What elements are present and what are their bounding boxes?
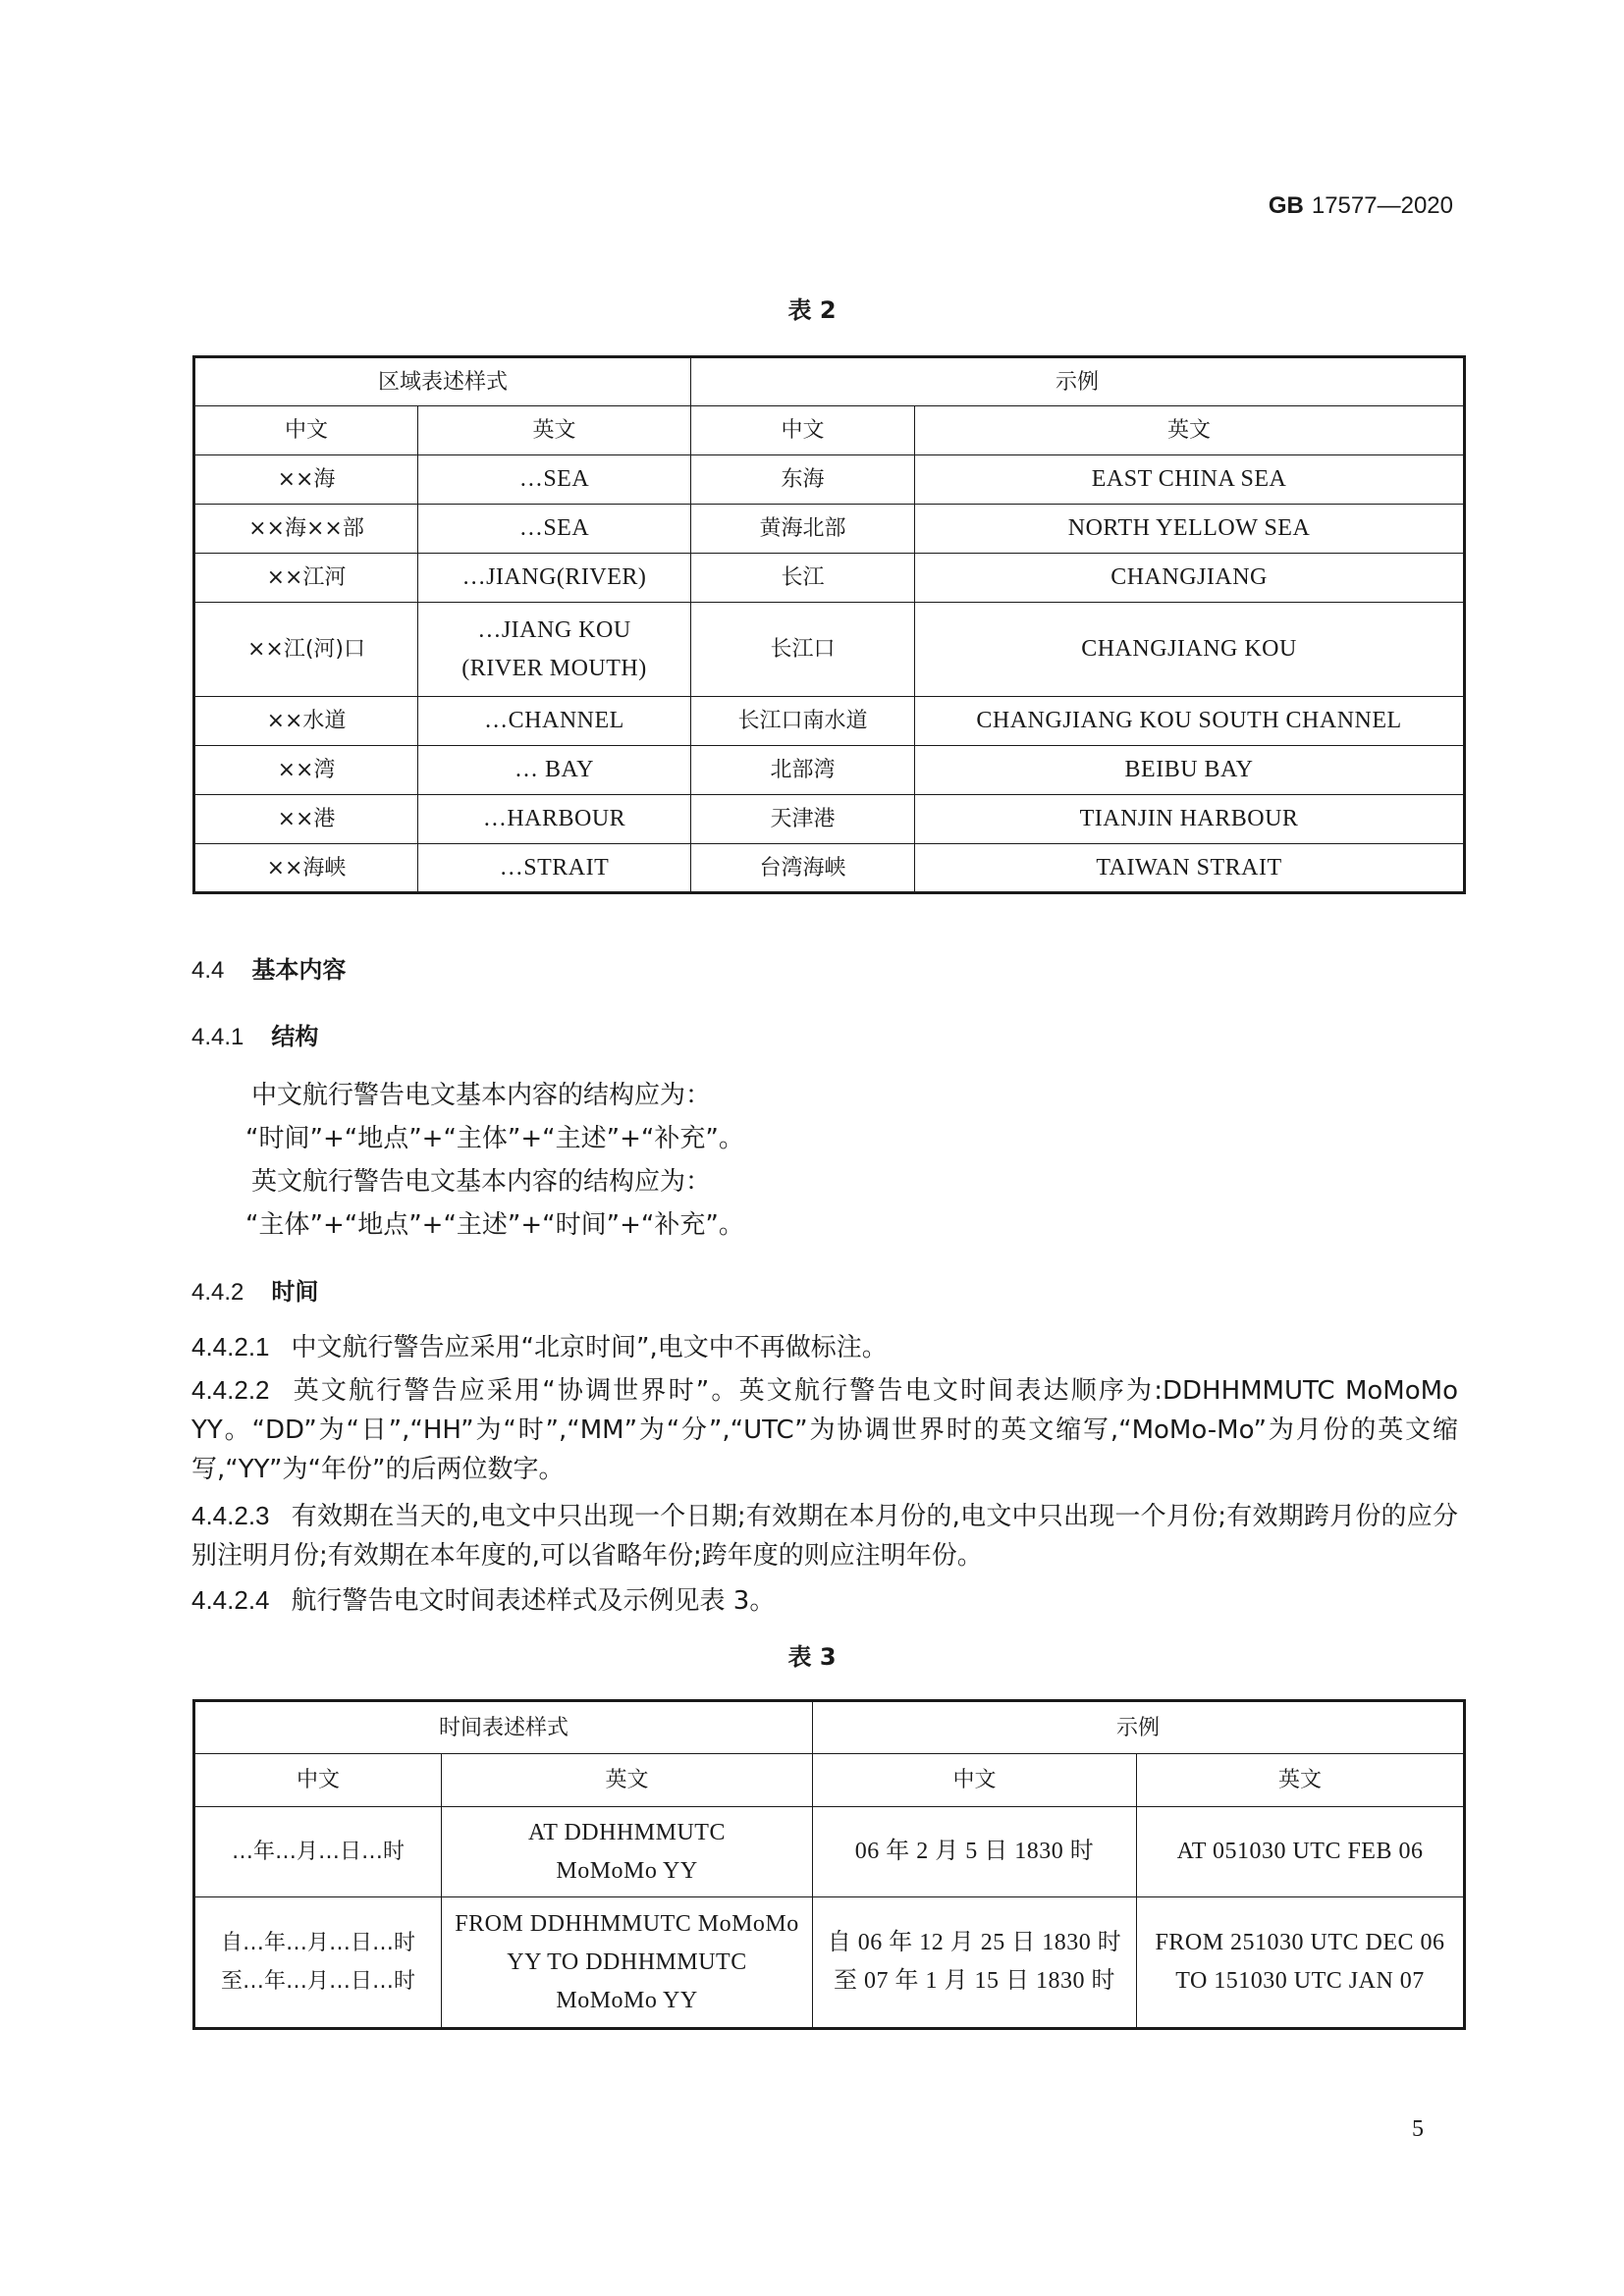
table-cell: 天津港 (691, 795, 915, 844)
table-row (194, 603, 1465, 697)
table-3 (192, 1699, 1466, 2030)
table-2-sub-header: 中文 (194, 406, 418, 455)
table-cell: NORTH YELLOW SEA (915, 505, 1465, 554)
structure-line: “主体”+“地点”+“主述”+“时间”+“补充”。 (245, 1210, 744, 1240)
table-cell: BEIBU BAY (915, 746, 1465, 795)
table-3-title: 表 3 (787, 1643, 837, 1671)
table-cell: …JIANG(RIVER) (418, 554, 691, 603)
table-cell: 台湾海峡 (691, 844, 915, 893)
table-cell: EAST CHINA SEA (915, 455, 1465, 505)
table-cell: FROM 251030 UTC DEC 06 TO 151030 UTC JAN 07 (1137, 1897, 1465, 2029)
table-3-group-header-example: 示例 (813, 1701, 1465, 1754)
section-title: 结构 (271, 1023, 319, 1050)
table-row (194, 1897, 1465, 2029)
page-number: 5 (1412, 2116, 1424, 2142)
table-cell: 长江口 (691, 603, 915, 697)
table-cell: CHANGJIANG KOU SOUTH CHANNEL (915, 697, 1465, 746)
clause-number: 4.4.2.1 (191, 1332, 270, 1362)
table-cell: 自…年…月…日…时 至…年…月…日…时 (194, 1897, 442, 2029)
table-cell: CHANGJIANG (915, 554, 1465, 603)
table-cell: FROM DDHHMMUTC MoMoMo YY TO DDHHMMUTC MoMoMo YY (442, 1897, 813, 2029)
table-cell: 黄海北部 (691, 505, 915, 554)
table-cell: 东海 (691, 455, 915, 505)
table-cell: 北部湾 (691, 746, 915, 795)
clause-text: 英文航行警告应采用“协调世界时”。英文航行警告电文时间表达顺序为:DDHHMMUTC MoMoMo YY。“DD”为“日”,“HH”为“时”,“MM”为“分”,“UTC”为协调世界时的英文缩写,“MoMo-Mo”为月份的英文缩写,“YY”为“年份”的后两位数字。 (191, 1376, 1458, 1484)
table-row (194, 844, 1465, 893)
table-cell: …SEA (418, 505, 691, 554)
table-2-sub-header: 中文 (691, 406, 915, 455)
table-cell: CHANGJIANG KOU (915, 603, 1465, 697)
standard-prefix: GB (1268, 192, 1304, 219)
clause-4-4-2-4 (191, 1580, 1458, 1621)
table-cell: …CHANNEL (418, 697, 691, 746)
table-cell: 长江 (691, 554, 915, 603)
table-cell: ××海峡 (194, 844, 418, 893)
table-cell: 长江口南水道 (691, 697, 915, 746)
table-3-sub-header-row (194, 1754, 1465, 1807)
standard-code (1178, 192, 1453, 220)
table-cell: ××江(河)口 (194, 603, 418, 697)
table-2-group-header-style: 区域表述样式 (194, 357, 691, 406)
table-cell: 06 年 2 月 5 日 1830 时 (813, 1807, 1137, 1897)
section-number: 4.4.1 (191, 1024, 244, 1050)
table-cell: ××海 (194, 455, 418, 505)
table-cell: ××湾 (194, 746, 418, 795)
table-cell: …HARBOUR (418, 795, 691, 844)
table-2 (192, 355, 1466, 894)
clause-text: 有效期在当天的,电文中只出现一个日期;有效期在本月份的,电文中只出现一个月份;有效期跨月份的应分别注明月份;有效期在本年度的,可以省略年份;跨年度的则应注明年份。 (191, 1502, 1458, 1571)
section-number: 4.4 (191, 957, 225, 984)
table-row (194, 795, 1465, 844)
table-cell: ××水道 (194, 697, 418, 746)
table-cell: …STRAIT (418, 844, 691, 893)
table-cell: …SEA (418, 455, 691, 505)
clause-text: 中文航行警告应采用“北京时间”,电文中不再做标注。 (291, 1333, 888, 1362)
table-cell: … BAY (418, 746, 691, 795)
table-cell: ××港 (194, 795, 418, 844)
section-title: 基本内容 (251, 956, 347, 984)
clause-number: 4.4.2.3 (191, 1501, 270, 1530)
section-4-4-1-heading (191, 1017, 318, 1051)
table-row (194, 746, 1465, 795)
section-4-4-heading (191, 950, 346, 985)
table-cell: …年…月…日…时 (194, 1807, 442, 1897)
table-cell: TIANJIN HARBOUR (915, 795, 1465, 844)
table-cell: …JIANG KOU (RIVER MOUTH) (418, 603, 691, 697)
structure-line: “时间”+“地点”+“主体”+“主述”+“补充”。 (245, 1124, 744, 1153)
clause-number: 4.4.2.4 (191, 1585, 270, 1615)
structure-line: 中文航行警告电文基本内容的结构应为： (251, 1081, 712, 1110)
table-2-title: 表 2 (787, 296, 837, 324)
clause-4-4-2-1 (191, 1327, 1458, 1367)
table-2-sub-header-row (194, 406, 1465, 455)
table-cell: AT DDHHMMUTC MoMoMo YY (442, 1807, 813, 1897)
table-3-sub-header: 中文 (194, 1754, 442, 1807)
table-cell: ××江河 (194, 554, 418, 603)
table-2-sub-header: 英文 (915, 406, 1465, 455)
standard-number: 17577—2020 (1311, 192, 1453, 219)
clause-4-4-2-2 (191, 1370, 1458, 1489)
table-row (194, 505, 1465, 554)
table-3-sub-header: 英文 (1137, 1754, 1465, 1807)
table-2-sub-header: 英文 (418, 406, 691, 455)
section-4-4-2-heading (191, 1272, 318, 1307)
table-row (194, 1807, 1465, 1897)
table-cell: 自 06 年 12 月 25 日 1830 时 至 07 年 1 月 15 日 1830 时 (813, 1897, 1137, 2029)
clause-4-4-2-3 (191, 1496, 1458, 1575)
clause-number: 4.4.2.2 (191, 1375, 270, 1405)
table-row (194, 697, 1465, 746)
clause-text: 航行警告电文时间表述样式及示例见表 3。 (291, 1586, 776, 1616)
table-row (194, 455, 1465, 505)
section-number: 4.4.2 (191, 1279, 244, 1306)
section-title: 时间 (271, 1278, 319, 1306)
table-3-sub-header: 英文 (442, 1754, 813, 1807)
structure-line: 英文航行警告电文基本内容的结构应为： (251, 1167, 712, 1197)
table-cell: AT 051030 UTC FEB 06 (1137, 1807, 1465, 1897)
table-3-sub-header: 中文 (813, 1754, 1137, 1807)
table-3-group-header-style: 时间表述样式 (194, 1701, 813, 1754)
table-2-group-header-example: 示例 (691, 357, 1465, 406)
table-row (194, 554, 1465, 603)
table-cell: TAIWAN STRAIT (915, 844, 1465, 893)
table-cell: ××海××部 (194, 505, 418, 554)
